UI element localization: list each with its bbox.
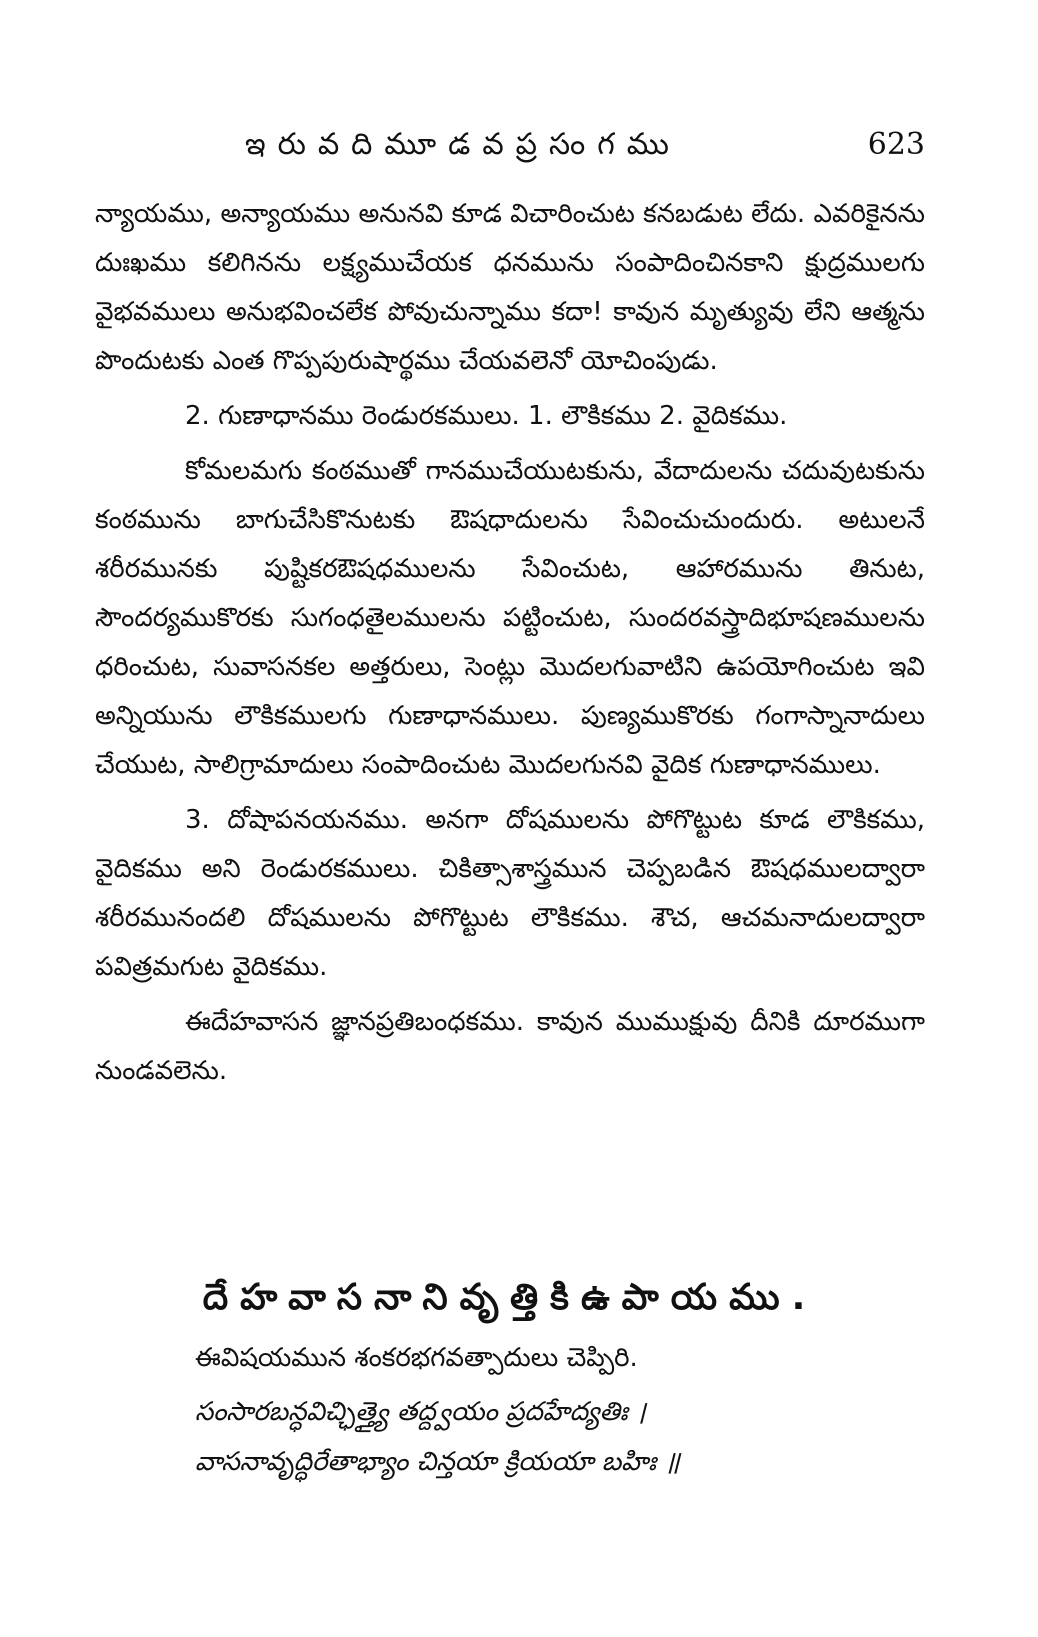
- paragraph-laukika-vaidika: కోమలమగు కంఠముతో గానముచేయుటకును, వేదాదులను చదువుటకును కంఠమును బాగుచేసికొనుటకు ఔషధాదులను సేవించుచుందురు. అటులనే శరీరమునకు పుష్టికరఔషధములను సేవించుట, ఆహారమును తినుట, సౌందర్యముకొరకు సుగంధతైలములను పట్టించుట, సుందరవస్త్రాదిభూషణములను ధరించుట, సువాసనకల అత్తరులు, సెంట్లు మొదలగువాటిని ఉపయోగించుట ఇవి అన్నియును లౌకికములగు గుణాధానములు. పుణ్యముకొరకు గంగాస్నానాదులు చేయుట, సాలిగ్రామాదులు సంపాదించుట మొదలగునవి వైదిక గుణాధానములు.: [95, 456, 925, 780]
- section-body: [95, 1335, 925, 1487]
- section-intro: ఈవిషయమున శంకరభగవత్పాదులు చెప్పిరి.: [195, 1343, 638, 1373]
- running-head: ఇరువదిమూడవప్రసంగము: [245, 127, 681, 162]
- paragraph-dehavasana: ఈదేహవాసన జ్ఞానప్రతిబంధకము. కావున ముముక్షువు దీనికి దూరముగా నుండవలెను.: [95, 1007, 925, 1086]
- section-heading: దేహవాసనానివృత్తికిఉపాయము.: [202, 1277, 818, 1318]
- paragraph-continuation: న్యాయము, అన్యాయము అనునవి కూడ విచారించుట కనబడుట లేదు. ఎవరికైనను దుఃఖము కలిగినను లక్ష్యముచేయక ధనమును సంపాదించినకాని క్షుద్రములగు వైభవములు అనుభవించలేక పోవుచున్నాము కదా! కావున మృత్యువు లేని ఆత్మను పొందుటకు ఎంత గొప్పపురుషార్థము చేయవలెనో యోచింపుడు.: [95, 199, 925, 376]
- verse-line: వాసనావృద్ధిరేతాభ్యాం చిన్తయా క్రియయా బహిః ॥: [195, 1447, 680, 1477]
- page-header: [95, 120, 925, 170]
- paragraph-doshapanayanamu: 3. దోషాపనయనము. అనగా దోషములను పోగొట్టుట కూడ లౌకికము, వైదికము అని రెండురకములు. చికిత్సాశాస్త్రమున చెప్పబడిన ఔషధములద్వారా శరీరమునందలి దోషములను పోగొట్టుట లౌకికము. శౌచ, ఆచమనాదులద్వారా పవిత్రమగుట వైదికము.: [95, 805, 925, 982]
- body-text: [95, 190, 925, 1102]
- verse-line: సంసారబన్ధవిచ్ఛిత్త్యై తద్ద్వయం ప్రదహేద్యతిః ।: [195, 1397, 646, 1427]
- page-number: 623: [867, 127, 925, 162]
- paragraph-gunadhanamu: 2. గుణాధానము రెండురకములు. 1. లౌకికము 2. వైదికము.: [185, 401, 788, 431]
